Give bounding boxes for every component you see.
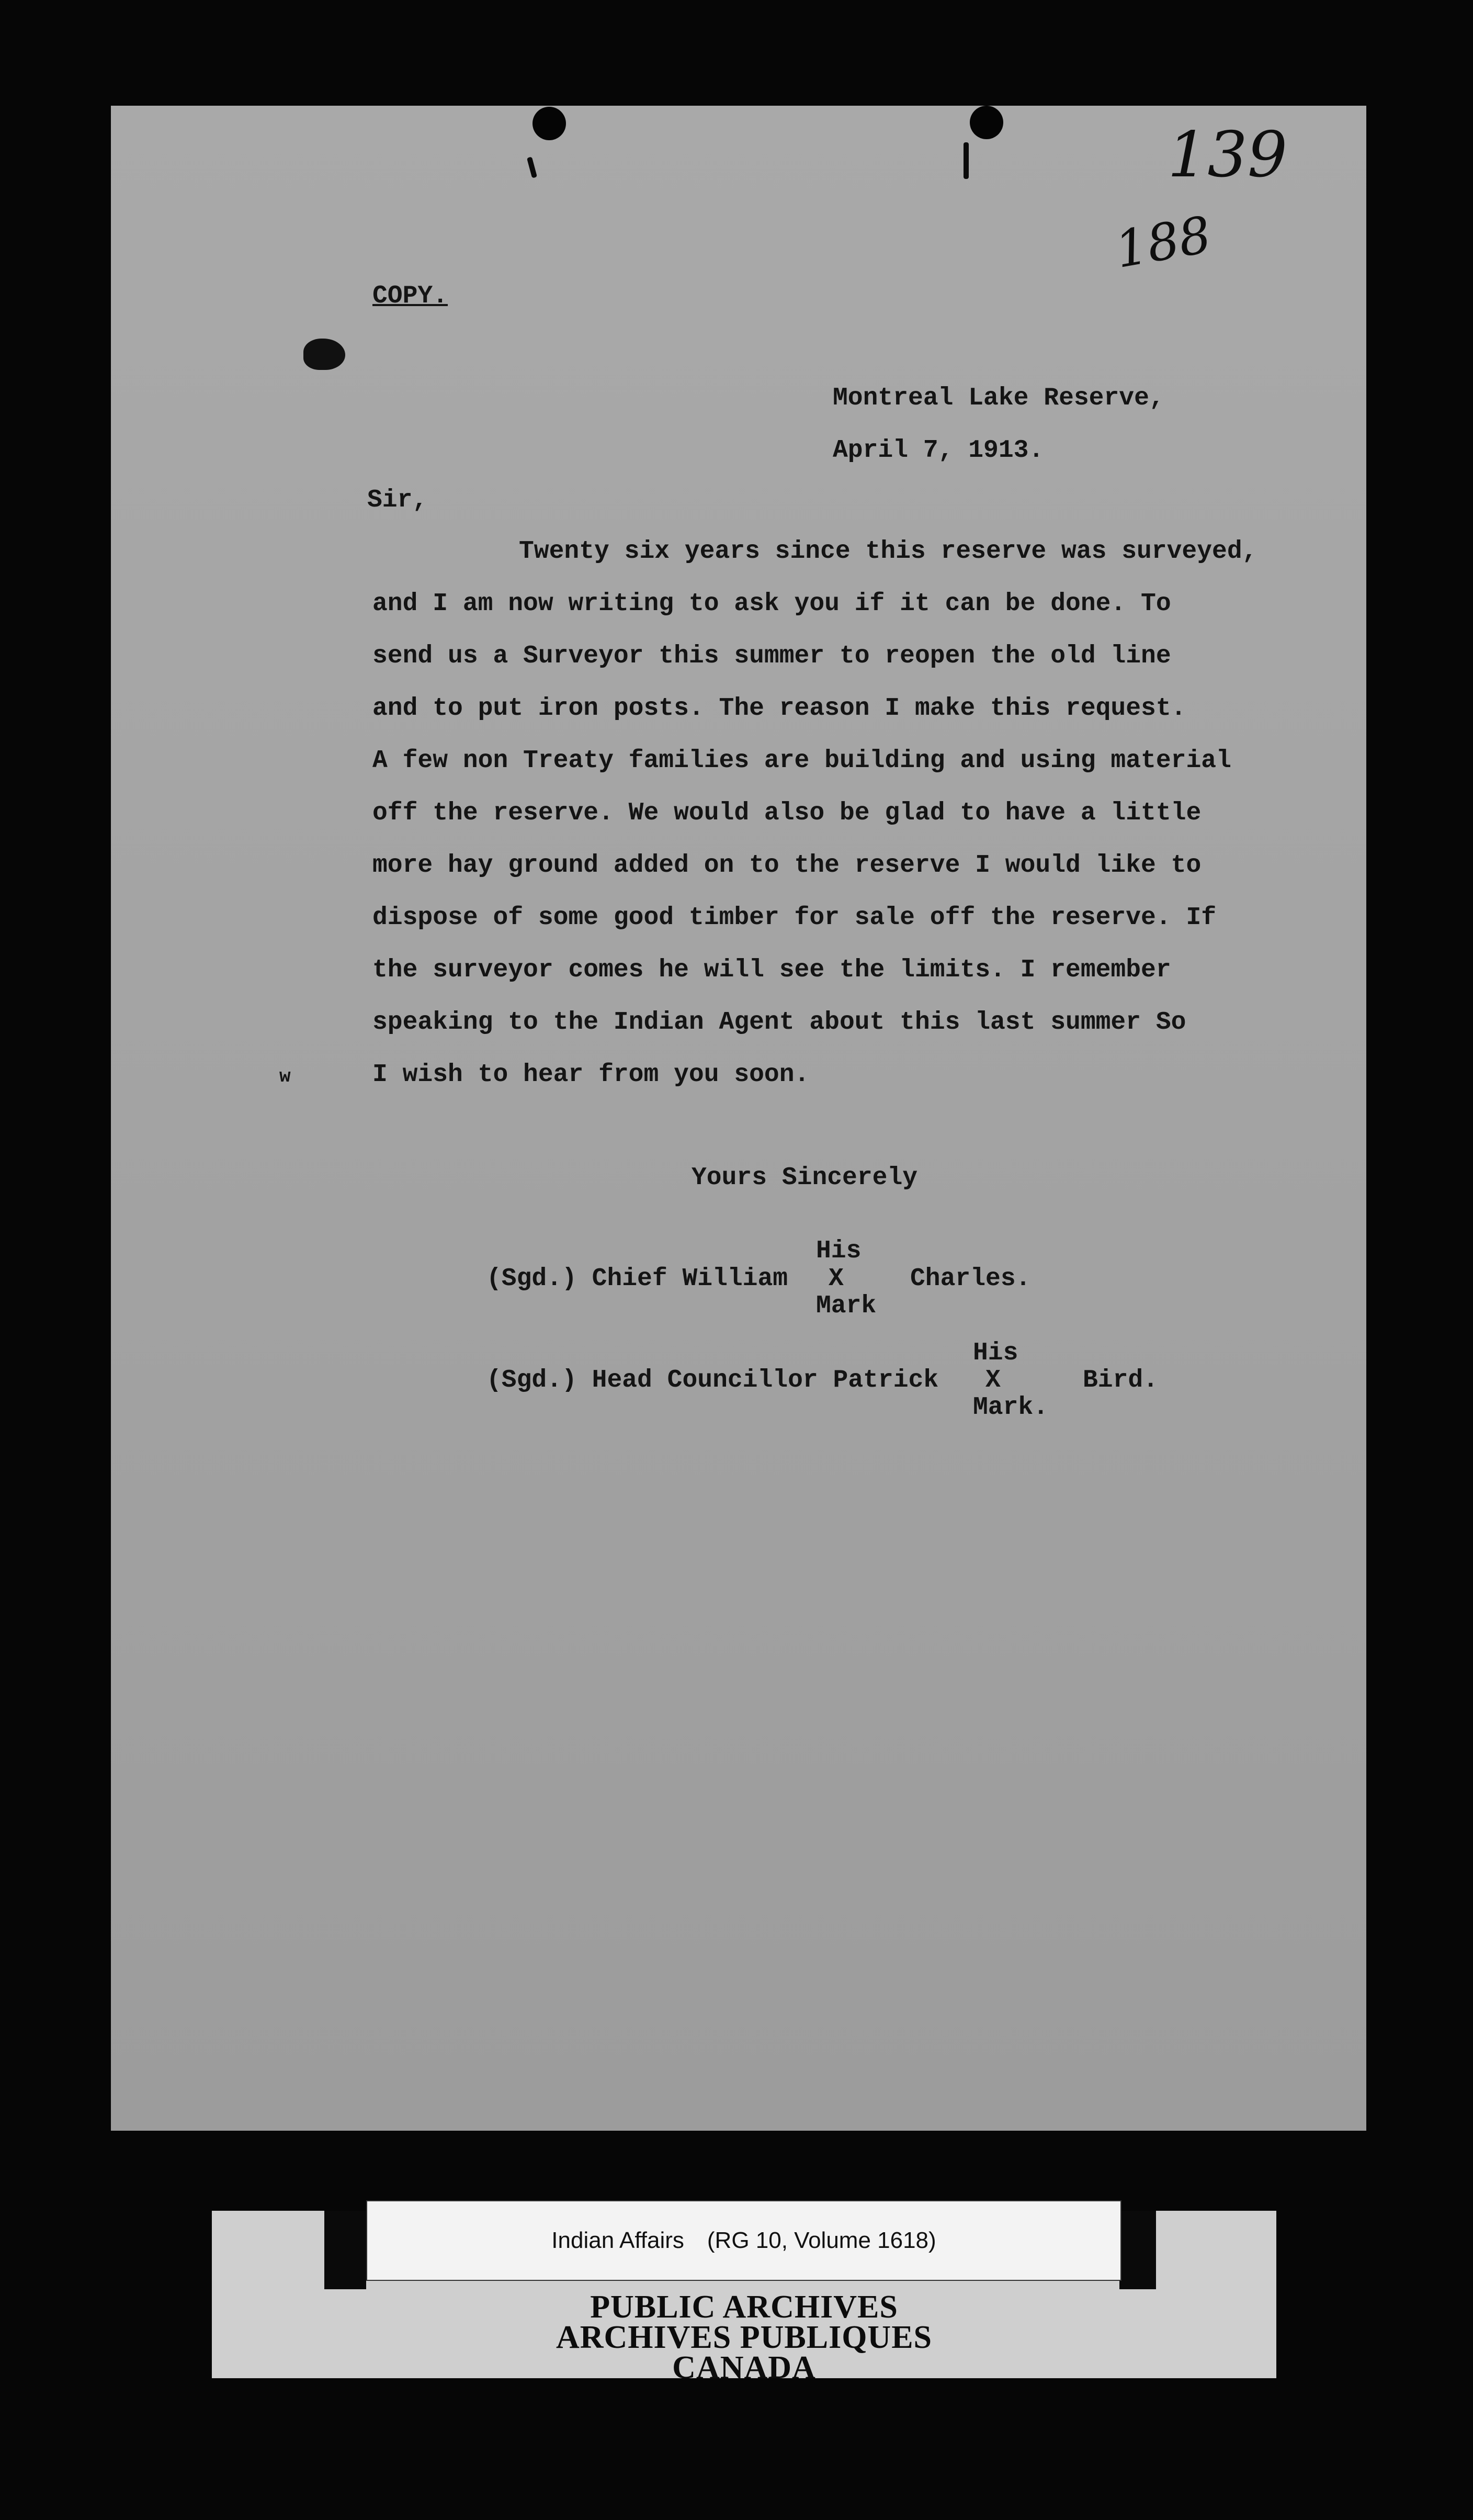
label-shadow-left: [324, 2211, 366, 2289]
signature2-his: His: [973, 1339, 1018, 1367]
punch-hole-right: [970, 106, 1003, 139]
ink-blot: [303, 339, 345, 370]
signature2-x-mark: X: [985, 1366, 1001, 1394]
department-label: Indian Affairs: [551, 2228, 684, 2253]
body-line: and I am now writing to ask you if it can be done. To: [372, 590, 1171, 618]
archives-line-en: PUBLIC ARCHIVES: [590, 2289, 898, 2325]
archives-stamp: [212, 2289, 1276, 2386]
body-line: speaking to the Indian Agent about this last summer So: [372, 1008, 1186, 1037]
punch-hole-left: [532, 107, 566, 140]
signature1-mark: Mark: [816, 1292, 877, 1320]
margin-mark: w: [279, 1066, 291, 1087]
body-line: Twenty six years since this reserve was surveyed,: [519, 537, 1257, 566]
label-shadow-right: [1119, 2211, 1156, 2289]
place-line: Montreal Lake Reserve,: [833, 384, 1164, 412]
closing: Yours Sincerely: [692, 1164, 918, 1192]
salutation: Sir,: [367, 486, 428, 514]
archives-line-country: CANADA: [672, 2350, 816, 2386]
document-sheet: [111, 106, 1366, 2131]
signature1-x-mark: X: [829, 1265, 844, 1293]
volume-reference: (RG 10, Volume 1618): [707, 2228, 936, 2253]
signature2-surname: Bird.: [1083, 1366, 1159, 1394]
signature1-prefix: (Sgd.) Chief William: [486, 1265, 788, 1293]
signature2-mark: Mark.: [973, 1393, 1049, 1422]
body-line: A few non Treaty families are building and using material: [372, 747, 1231, 775]
date-line: April 7, 1913.: [833, 436, 1044, 465]
body-line: send us a Surveyor this summer to reopen the old line: [372, 642, 1171, 670]
ink-mark-right: [964, 142, 969, 179]
copy-label: COPY.: [372, 282, 448, 310]
archives-line-fr: ARCHIVES PUBLIQUES: [556, 2320, 933, 2355]
body-line: dispose of some good timber for sale off the reserve. If: [372, 904, 1217, 932]
body-line: and to put iron posts. The reason I make this request.: [372, 694, 1186, 723]
signature1-his: His: [816, 1237, 862, 1265]
body-line: more hay ground added on to the reserve I would like to: [372, 851, 1202, 880]
archive-reference-box: [366, 2200, 1121, 2281]
signature1-surname: Charles.: [910, 1265, 1031, 1293]
handwritten-page-number: 188: [1111, 205, 1216, 280]
body-line: I wish to hear from you soon.: [372, 1061, 810, 1089]
ink-mark-left: [527, 156, 537, 178]
signature2-prefix: (Sgd.) Head Councillor Patrick: [486, 1366, 939, 1394]
body-line: off the reserve. We would also be glad to have a little: [372, 799, 1202, 827]
body-line: the surveyor comes he will see the limits. I remember: [372, 956, 1171, 984]
handwritten-folio-number: 139: [1168, 119, 1288, 192]
